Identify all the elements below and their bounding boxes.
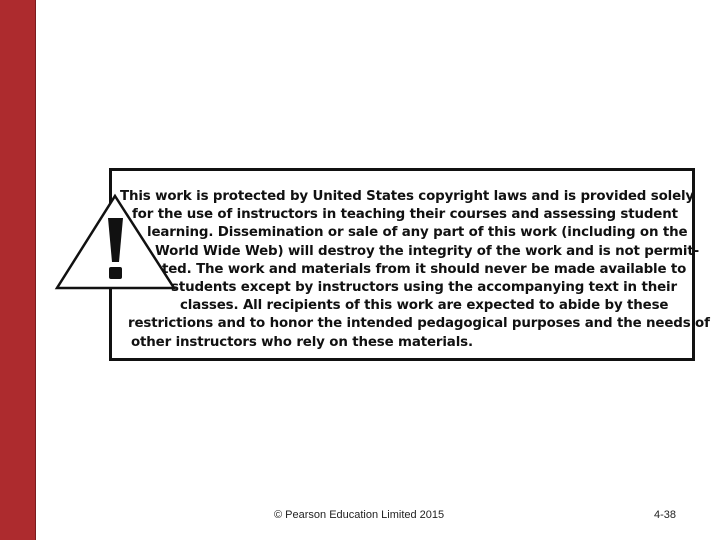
footer-copyright: © Pearson Education Limited 2015 xyxy=(274,509,445,521)
notice-line: learning. Dissemination or sale of any part of this work (including on the xyxy=(147,225,688,241)
copyright-notice-text xyxy=(120,188,710,352)
slide-accent-bar xyxy=(0,0,36,540)
notice-line: other instructors who rely on these materials. xyxy=(131,334,473,350)
notice-line: ted. The work and materials from it should never be made available to xyxy=(162,261,687,277)
notice-line: students except by instructors using the accompanying text in their xyxy=(171,280,677,296)
slide-page-number: 4-38 xyxy=(654,509,677,521)
notice-line: classes. All recipients of this work are expected to abide by these xyxy=(180,298,669,314)
notice-line: restrictions and to honor the intended pedagogical purposes and the needs of xyxy=(128,316,710,332)
notice-line: World Wide Web) will destroy the integrity of the work and is not permit- xyxy=(155,243,700,259)
notice-line: for the use of instructors in teaching their courses and assessing student xyxy=(132,207,678,223)
notice-line: This work is protected by United States copyright laws and is provided solely xyxy=(120,189,695,204)
